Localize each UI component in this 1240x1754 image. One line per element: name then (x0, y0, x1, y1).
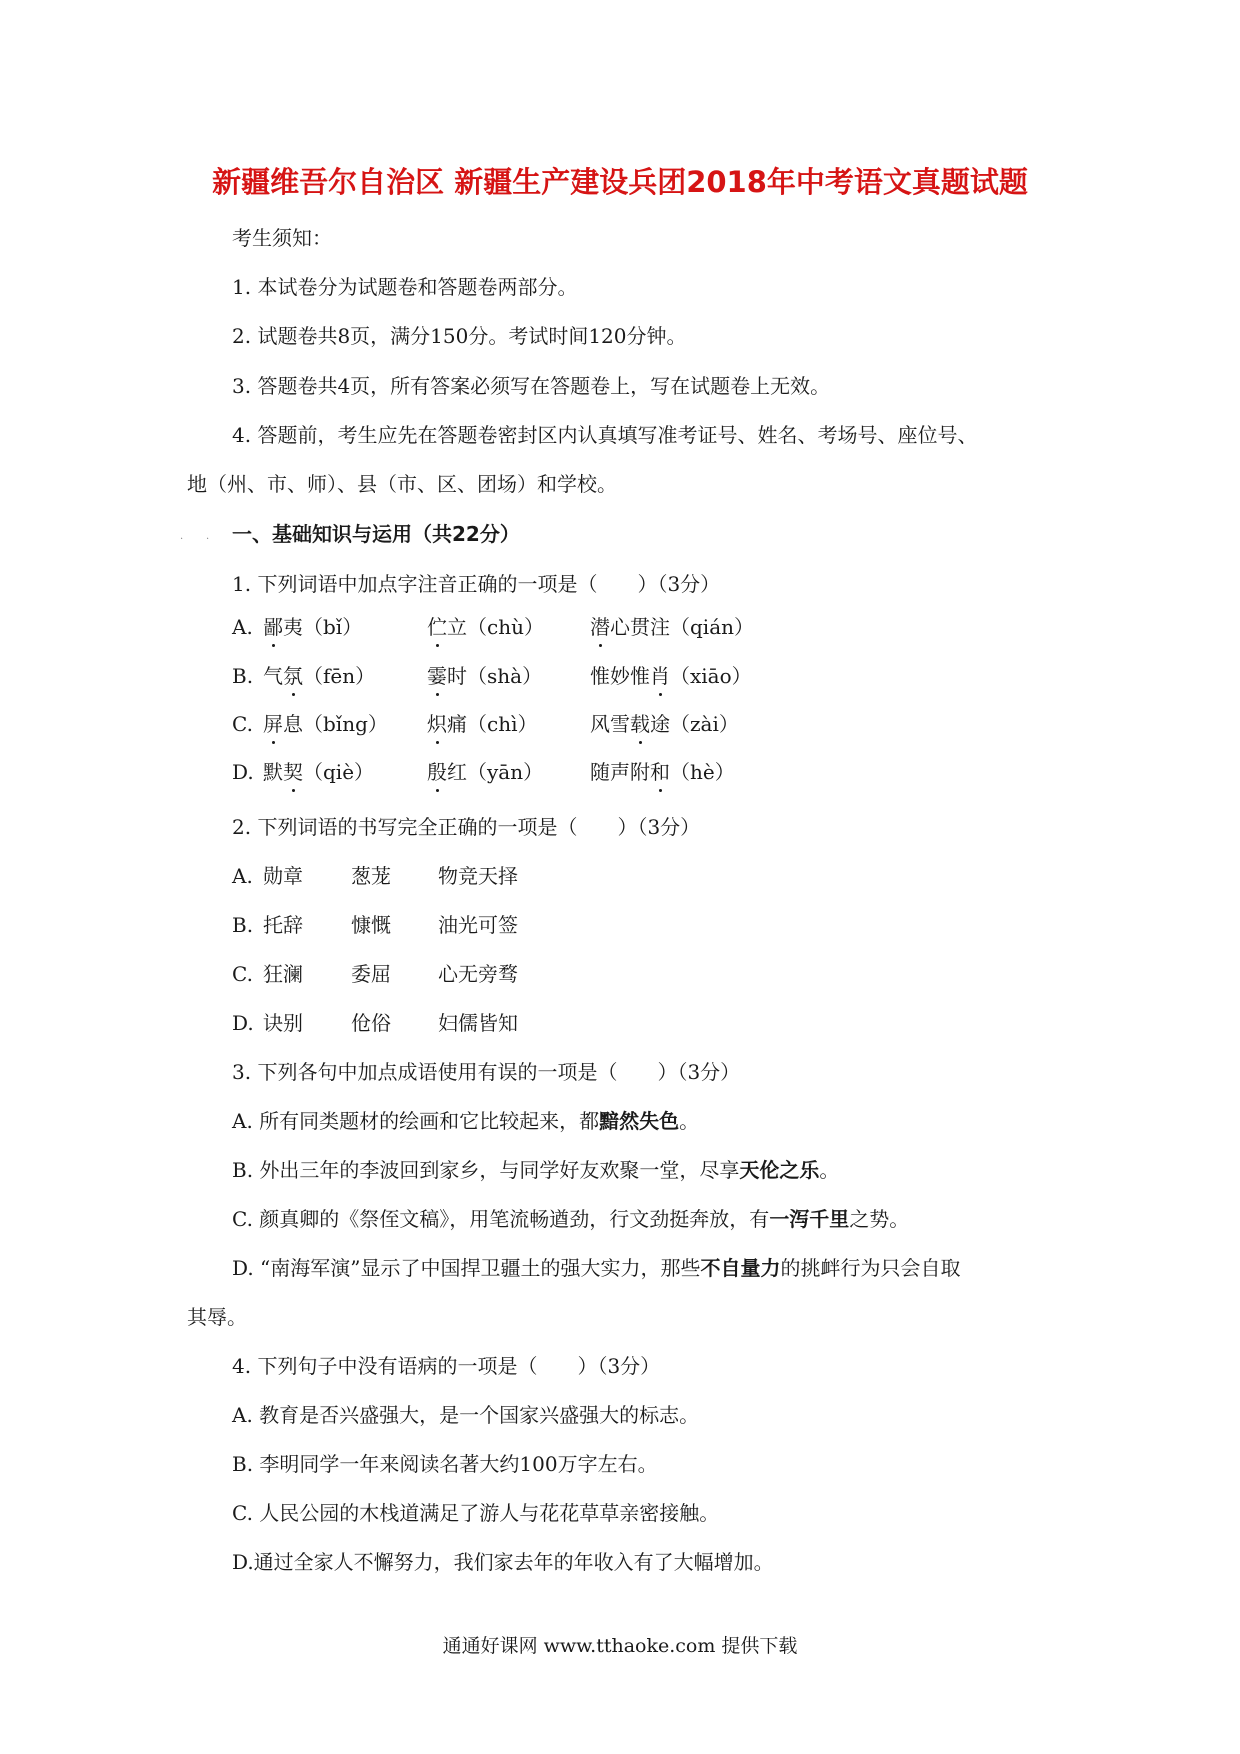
q1-option-b-word-2: 霎时（shà） (427, 664, 543, 688)
scan-mark: . (206, 531, 210, 542)
page-title: 新疆维吾尔自治区 新疆生产建设兵团2018年中考语文真题试题 (212, 165, 1028, 199)
q1-option-a-label: A. (232, 615, 253, 639)
q2-option-d-word-1: 诀别 (263, 1011, 303, 1035)
notice-heading: 考生须知： (232, 226, 332, 250)
q3-option-b-idiom: 天伦之乐 (739, 1158, 820, 1182)
q1-option-a-word-2: 伫立（chù） (427, 615, 544, 639)
q3-option-a: A. 所有同类题材的绘画和它比较起来，都黯然失色。 (232, 1109, 700, 1133)
question-3-stem: 3. 下列各句中加点成语使用有误的一项是（ ）（3分） (232, 1060, 741, 1084)
q1-option-c-word-2: 炽痛（chì） (427, 712, 538, 736)
q3-option-b: B. 外出三年的李波回到家乡，与同学好友欢聚一堂，尽享天伦之乐。 (232, 1158, 840, 1182)
q2-option-b-word-2: 慷慨 (351, 913, 391, 937)
q2-option-d-label: D. (232, 1011, 254, 1035)
q4-option-b: B. 李明同学一年来阅读名著大约100万字左右。 (232, 1452, 658, 1476)
q2-option-c-label: C. (232, 962, 253, 986)
q3-option-d-continued: 其辱。 (187, 1305, 247, 1329)
q4-option-d: D.通过全家人不懈努力，我们家去年的年收入有了大幅增加。 (232, 1550, 774, 1574)
q1-option-a-word-3: 潜心贯注（qián） (590, 615, 755, 639)
q2-option-b-word-3: 油光可签 (438, 913, 518, 937)
q1-option-a-word-1: 鄙夷（bǐ） (263, 615, 363, 639)
q1-option-c-label: C. (232, 712, 253, 736)
q2-option-d-word-3: 妇儒皆知 (438, 1011, 518, 1035)
q2-option-c-word-3: 心无旁骛 (438, 962, 518, 986)
q1-option-c-word-3: 风雪载途（zài） (590, 712, 739, 736)
notice-item-3: 3. 答题卷共4页，所有答案必须写在答题卷上，写在试题卷上无效。 (232, 374, 831, 398)
q1-option-d-word-2: 殷红（yān） (427, 760, 544, 784)
q2-option-c-word-1: 狂澜 (263, 962, 303, 986)
notice-item-2: 2. 试题卷共8页，满分150分。考试时间120分钟。 (232, 324, 687, 348)
q1-option-b-label: B. (232, 664, 254, 688)
notice-item-1: 1. 本试卷分为试题卷和答题卷两部分。 (232, 275, 578, 299)
q2-option-b-word-1: 托辞 (263, 913, 303, 937)
q1-option-d-word-1: 默契（qiè） (263, 760, 375, 784)
q4-option-c: C. 人民公园的木栈道满足了游人与花花草草亲密接触。 (232, 1501, 720, 1525)
notice-item-4: 4. 答题前，考生应先在答题卷密封区内认真填写准考证号、姓名、考场号、座位号、 (232, 423, 978, 447)
section-heading: 一、基础知识与运用（共22分） (232, 522, 520, 546)
q1-option-b-word-3: 惟妙惟肖（xiāo） (590, 664, 752, 688)
question-4-stem: 4. 下列句子中没有语病的一项是（ ）（3分） (232, 1354, 661, 1378)
q3-option-c-idiom: 一泻千里 (769, 1207, 850, 1231)
q2-option-a-word-2: 葱茏 (351, 864, 391, 888)
q3-option-d: D. “南海军演”显示了中国捍卫疆土的强大实力，那些不自量力的挑衅行为只会自取 (232, 1256, 961, 1280)
scan-mark: . (180, 531, 184, 542)
q1-option-d-word-3: 随声附和（hè） (590, 760, 735, 784)
q3-option-c: C. 颜真卿的《祭侄文稿》，用笔流畅遒劲，行文劲挺奔放，有一泻千里之势。 (232, 1207, 910, 1231)
question-2-stem: 2. 下列词语的书写完全正确的一项是（ ）（3分） (232, 815, 701, 839)
q2-option-a-word-3: 物竞天择 (438, 864, 518, 888)
notice-item-4-continued: 地（州、市、师）、县（市、区、团场）和学校。 (187, 472, 617, 496)
q3-option-d-idiom: 不自量力 (700, 1256, 781, 1280)
q2-option-c-word-2: 委屈 (351, 962, 391, 986)
q1-option-c-word-1: 屏息（bǐng） (263, 712, 388, 736)
q1-option-d-label: D. (232, 760, 254, 784)
q2-option-d-word-2: 伧俗 (351, 1011, 391, 1035)
q4-option-a: A. 教育是否兴盛强大，是一个国家兴盛强大的标志。 (232, 1403, 700, 1427)
q3-option-a-idiom: 黯然失色 (599, 1109, 680, 1133)
q2-option-b-label: B. (232, 913, 254, 937)
q2-option-a-label: A. (232, 864, 253, 888)
q1-option-b-word-1: 气氛（fēn） (263, 664, 376, 688)
page-footer: 通通好课网 www.tthaoke.com 提供下载 (442, 1635, 798, 1657)
q2-option-a-word-1: 勋章 (263, 864, 303, 888)
question-1-stem: 1. 下列词语中加点字注音正确的一项是（ ）（3分） (232, 572, 721, 596)
